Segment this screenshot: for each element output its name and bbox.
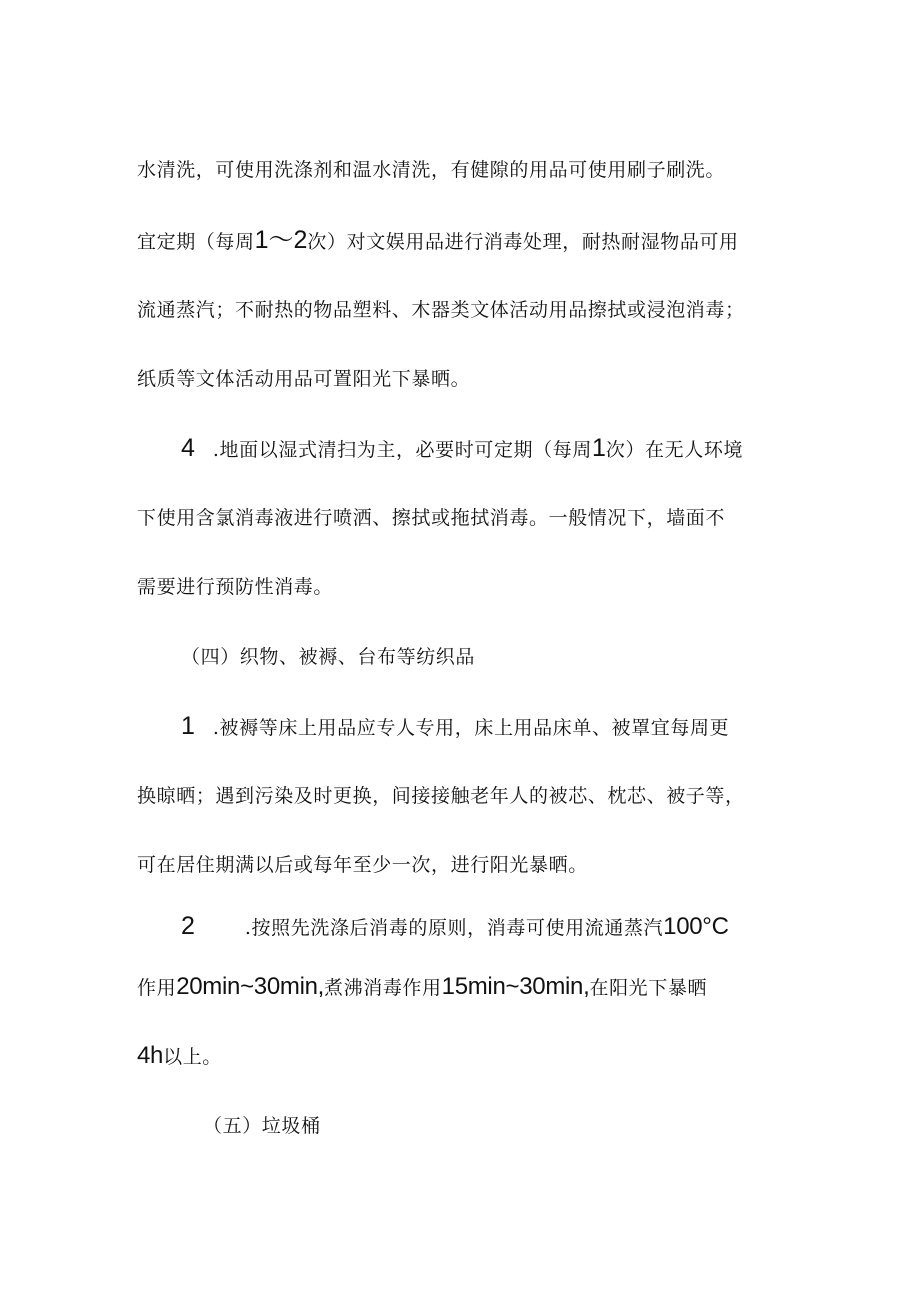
heading-text: （五）垃圾桶 [203, 1115, 321, 1137]
line-text: 次）在无人环境 [605, 439, 744, 461]
list-number: 2 [181, 912, 195, 940]
line-text: 换晾晒；遇到污染及时更换，间接接触老年人的被芯、枕芯、被子等， [137, 785, 745, 807]
line-text: 宜定期（每周 [137, 231, 255, 253]
frequency-number: 1～2 [254, 226, 308, 254]
paragraph-line [137, 853, 588, 877]
paragraph-line [137, 367, 470, 391]
line-text: 水清洗，可使用洗涤剂和温水清洗，有健隙的用品可使用刷子刷洗。 [137, 159, 726, 181]
line-text: .按照先洗涤后消毒的原则，消毒可使用流通蒸汽 [244, 917, 664, 939]
paragraph-line [137, 506, 725, 530]
line-text: 可在居住期满以后或每年至少一次，进行阳光暴晒。 [137, 854, 588, 876]
paragraph-line [181, 714, 729, 740]
line-text: .被褥等床上用品应专人专用，床上用品床单、被罩宜每周更 [212, 717, 730, 739]
heading-text: （四）织物、被褥、台布等纺织品 [181, 646, 476, 668]
line-text: 次）对文娱用品进行消毒处理，耐热耐湿物品可用 [307, 231, 739, 253]
temperature-value: 100°C [663, 913, 729, 940]
duration-value: 4h [137, 1042, 164, 1069]
line-text: 流通蒸汽；不耐热的物品塑料、木器类文体活动用品擦拭或浸泡消毒； [137, 299, 745, 321]
line-text: 以上。 [163, 1046, 222, 1068]
duration-value: 20min~30min, [176, 973, 325, 1000]
paragraph-line [137, 158, 725, 182]
paragraph-line [137, 1044, 222, 1069]
duration-value: 15min~30min, [441, 973, 590, 1000]
frequency-number: 1 [591, 434, 606, 462]
paragraph-line [181, 436, 743, 462]
paragraph-line [137, 975, 707, 1000]
list-number: 4 [181, 434, 195, 462]
section-heading [181, 645, 475, 669]
list-number: 1 [181, 712, 195, 740]
paragraph-line [181, 914, 729, 940]
paragraph-line [137, 228, 739, 254]
line-text: 需要进行预防性消毒。 [137, 576, 334, 598]
line-text: .地面以湿式清扫为主，必要时可定期（每周 [212, 439, 592, 461]
line-text: 下使用含氯消毒液进行喷洒、擦拭或拖拭消毒。一般情况下，墙面不 [137, 507, 726, 529]
line-text: 纸质等文体活动用品可置阳光下暴晒。 [137, 368, 471, 390]
paragraph-line [137, 298, 745, 322]
paragraph-line [137, 575, 333, 599]
section-heading [203, 1114, 321, 1138]
line-text: 作用 [137, 977, 177, 999]
paragraph-line [137, 784, 745, 808]
line-text: 煮沸消毒作用 [324, 977, 442, 999]
line-text: 在阳光下暴晒 [589, 977, 708, 999]
